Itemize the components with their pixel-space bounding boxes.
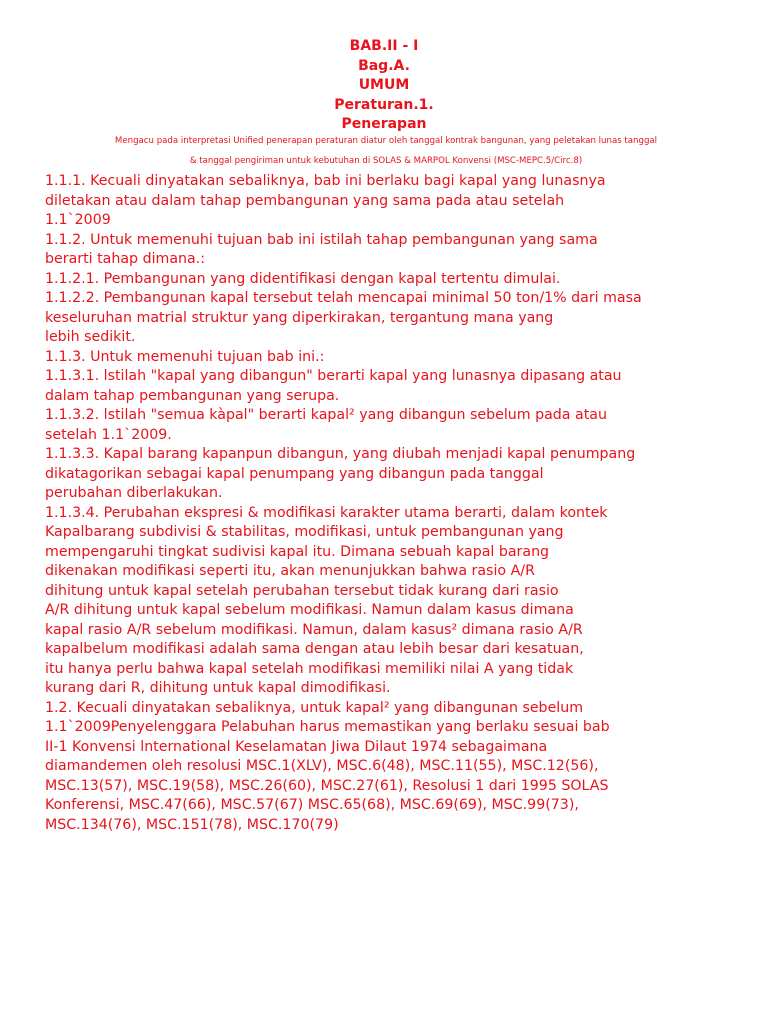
body-line: kurang dari R, dihitung untuk kapal dimodifikasi. (45, 680, 391, 696)
body-line: 1.1`2009 (45, 212, 111, 228)
body-line: Kapalbarang subdivisi & stabilitas, modifikasi, untuk pembangunan yang (45, 524, 564, 540)
body-line: II-1 Konvensi lnternational Keselamatan Jiwa Dilaut 1974 sebagaimana (45, 738, 548, 755)
intro-line: Mengacu pada interpretasi Unified penerapan peraturan diatur oleh tanggal kontrak bangunan, yang peletakan lunas tanggal (114, 136, 658, 146)
body-line: setelah 1.1`2009. (45, 426, 172, 443)
body-line: A/R dihitung untuk kapal sebelum modifikasi. Namun dalam kasus dimana (45, 602, 574, 618)
body-line: 1.1.2.1. Pembangunan yang didentifikasi dengan kapal tertentu dimulai. (45, 270, 561, 287)
body-line: 1.1.3.2. lstilah "semua kàpal" berarti kapal² yang dibangun sebelum pada atau (45, 407, 607, 423)
body-line: dihitung untuk kapal setelah perubahan tersebut tidak kurang dari rasio (45, 582, 559, 599)
body-line: dikenakan modifikasi seperti itu, akan menunjukkan bahwa rasio A/R (45, 563, 535, 579)
regulation-body (45, 172, 745, 835)
regulation-title: Penerapan (341, 116, 427, 132)
body-line: diamandemen oleh resolusi MSC.1(XLV), MSC.6(48), MSC.11(55), MSC.12(56), (45, 758, 599, 774)
body-line: 1.1.3.1. lstilah "kapal yang dibangun" berarti kapal yang lunasnya dipasang atau (45, 368, 622, 384)
body-line: 1.1.2.2. Pembangunan kapal tersebut telah mencapai minimal 50 ton/1% dari masa (45, 290, 642, 306)
part-heading: Bag.A. (358, 57, 410, 74)
body-line: Konferensi, MSC.47(66), MSC.57(67) MSC.65(68), MSC.69(69), MSC.99(73), (45, 797, 579, 813)
body-line: 1.1`2009Penyelenggara Pelabuhan harus memastikan yang berlaku sesuai bab (45, 719, 610, 735)
body-line: MSC.134(76), MSC.151(78), MSC.170(79) (45, 816, 339, 833)
section-heading: UMUM (358, 77, 410, 93)
document-headings (0, 37, 768, 135)
body-line: kapal rasio A/R sebelum modifikasi. Namun, dalam kasus² dimana rasio A/R (45, 621, 583, 638)
body-line: mempengaruhi tingkat sudivisi kapal itu. Dimana sebuah kapal barang (45, 543, 550, 560)
body-line: berarti tahap dimana.: (45, 251, 206, 267)
regulation-heading: Peraturan.1. (334, 96, 434, 113)
body-line: diletakan atau dalam tahap pembangunan yang sama pada atau setelah (45, 192, 565, 209)
body-line: 1.2. Kecuali dinyatakan sebaliknya, untuk kapal² yang dibangunan sebelum (45, 699, 584, 716)
intro-note (40, 132, 732, 171)
body-line: 1.1.1. Kecuali dinyatakan sebaliknya, bab ini berlaku bagi kapal yang lunasnya (45, 173, 606, 189)
body-line: 1.1.3. Untuk memenuhi tujuan bab ini.: (45, 348, 325, 365)
body-line: 1.1.3.4. Perubahan ekspresi & modifikasi karakter utama berarti, dalam kontek (45, 504, 608, 521)
body-line: 1.1.2. Untuk memenuhi tujuan bab ini istilah tahap pembangunan yang sama (45, 231, 598, 248)
body-line: itu hanya perlu bahwa kapal setelah modifikasi memiliki nilai A yang tidak (45, 660, 574, 677)
body-line: kapalbelum modifikasi adalah sama dengan atau lebih besar dari kesatuan, (45, 641, 584, 657)
body-line: lebih sedikit. (45, 329, 136, 345)
intro-line: & tanggal pengiriman untuk kebutuhan di SOLAS & MARPOL Konvensi (MSC-MEPC.5/Circ.8) (189, 155, 583, 166)
body-line: perubahan diberlakukan. (45, 485, 223, 501)
body-line: dalam tahap pembangunan yang serupa. (45, 387, 340, 404)
body-line: MSC.13(57), MSC.19(58), MSC.26(60), MSC.27(61), Resolusi 1 dari 1995 SOLAS (45, 777, 609, 794)
body-line: 1.1.3.3. Kapal barang kapanpun dibangun, yang diubah menjadi kapal penumpang (45, 446, 636, 462)
body-line: dikatagorikan sebagai kapal penumpang yang dibangun pada tanggal (45, 465, 544, 482)
chapter-heading: BAB.II - I (349, 38, 419, 54)
body-line: keseluruhan matrial struktur yang diperkirakan, tergantung mana yang (45, 309, 554, 326)
